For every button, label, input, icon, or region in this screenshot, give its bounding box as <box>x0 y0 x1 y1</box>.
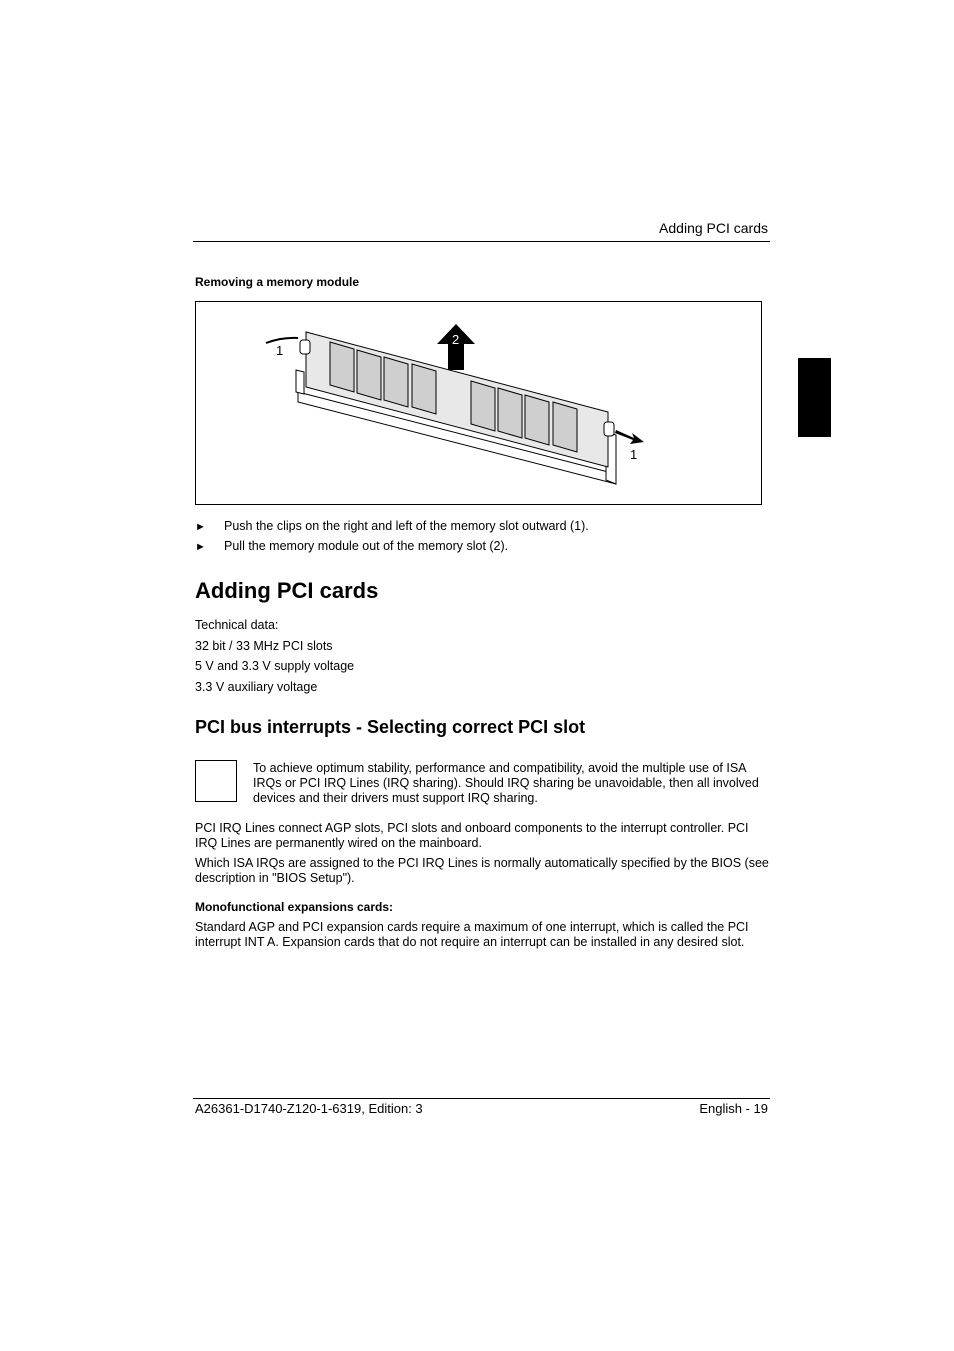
tech-data-item: 32 bit / 33 MHz PCI slots <box>195 639 333 653</box>
tech-data-item: 3.3 V auxiliary voltage <box>195 680 318 694</box>
page-number: English - 19 <box>699 1101 768 1116</box>
note-text: To achieve optimum stability, performance and compatibility, avoid the multiple use of ISA IRQs or PCI IRQ Lines (IRQ sharing). Should IRQ sharing be unavoidable, then all involved devices and their drivers must support IRQ sharing. <box>253 761 759 805</box>
step-item <box>195 539 508 553</box>
step-text: Pull the memory module out of the memory slot (2). <box>224 539 509 553</box>
subsection-heading: PCI bus interrupts - Selecting correct PCI slot <box>195 717 586 737</box>
paragraph: Standard AGP and PCI expansion cards require a maximum of one interrupt, which is called the PCI interrupt INT A. Expansion cards that do not require an interrupt can be installed in any desired slot. <box>195 920 749 949</box>
footer-rule <box>193 1098 770 1099</box>
memory-module-illustration <box>196 302 761 504</box>
paragraph: Which ISA IRQs are assigned to the PCI IRQ Lines is normally automatically specified by the BIOS (see description in "BIOS Setup"). <box>195 856 769 885</box>
running-header: Adding PCI cards <box>659 220 768 236</box>
chapter-tab-marker <box>798 358 831 437</box>
tech-data-label: Technical data: <box>195 618 279 632</box>
section-heading: Adding PCI cards <box>195 578 379 603</box>
subheading: Monofunctional expansions cards: <box>195 900 394 914</box>
note-icon <box>195 760 237 802</box>
bullet-arrow-icon: ► <box>195 521 206 533</box>
clip-label-right: 1 <box>630 447 638 462</box>
document-id: A26361-D1740-Z120-1-6319, Edition: 3 <box>195 1101 423 1116</box>
tech-data-item: 5 V and 3.3 V supply voltage <box>195 659 355 673</box>
memory-module-figure <box>195 301 762 505</box>
clip-label-left: 1 <box>276 343 284 358</box>
header-rule <box>193 241 770 242</box>
paragraph: PCI IRQ Lines connect AGP slots, PCI slots and onboard components to the interrupt controller. PCI IRQ Lines are permanently wired on the mainboard. <box>195 821 749 850</box>
bullet-arrow-icon: ► <box>195 541 206 553</box>
step-item <box>195 519 589 533</box>
figure-caption: Removing a memory module <box>195 275 360 289</box>
step-text: Push the clips on the right and left of the memory slot outward (1). <box>224 519 589 533</box>
module-arrow-label: 2 <box>452 332 460 347</box>
